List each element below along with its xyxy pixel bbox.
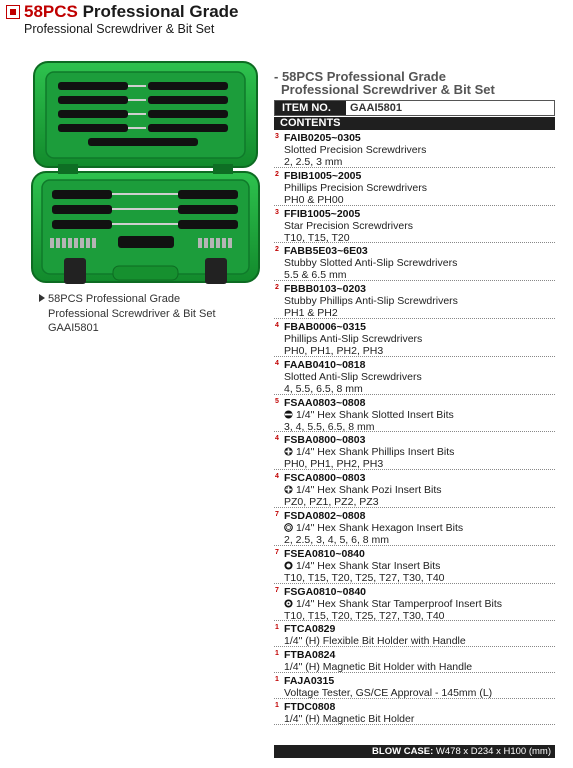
item-desc-row xyxy=(284,598,555,610)
item-qty: 1 xyxy=(275,701,279,709)
item-spec: 4, 5.5, 6.5, 8 mm xyxy=(284,382,363,395)
item-qty: 3 xyxy=(275,208,279,216)
phillips-bit-icon xyxy=(284,447,293,456)
item-desc: 1/4" (H) Magnetic Bit Holder with Handle xyxy=(284,661,473,674)
item-code: FSEA0810~0840 xyxy=(284,547,365,560)
item-spec: 3, 4, 5.5, 6.5, 8 mm xyxy=(284,420,375,433)
item-desc: 1/4" Hex Shank Hexagon Insert Bits xyxy=(296,521,464,534)
item-desc-row xyxy=(284,182,555,194)
item-desc-row xyxy=(284,484,555,496)
contents-item xyxy=(274,699,555,725)
item-spec: T10, T15, T20 xyxy=(284,231,350,244)
contents-item xyxy=(274,508,555,546)
item-code: FTBA0824 xyxy=(284,649,336,662)
item-desc: Stubby Slotted Anti-Slip Screwdrivers xyxy=(284,257,458,270)
item-desc: 1/4" Hex Shank Slotted Insert Bits xyxy=(296,408,454,421)
item-code: FAJA0315 xyxy=(284,674,335,687)
item-qty: 4 xyxy=(275,435,279,443)
item-qty: 1 xyxy=(275,650,279,658)
item-spec: PZ0, PZ1, PZ2, PZ3 xyxy=(284,496,379,509)
item-qty: 7 xyxy=(275,586,279,594)
item-qty: 3 xyxy=(275,133,279,140)
item-desc-row xyxy=(284,635,555,647)
item-code: FSBA0800~0803 xyxy=(284,434,366,447)
item-desc-row xyxy=(284,371,555,383)
item-desc: Phillips Precision Screwdrivers xyxy=(284,181,427,194)
item-desc-row xyxy=(284,687,555,699)
contents-item xyxy=(274,395,555,433)
item-qty: 2 xyxy=(275,246,279,254)
item-spec: 2, 2.5, 3 mm xyxy=(284,156,343,168)
item-desc-row xyxy=(284,522,555,534)
item-qty: 4 xyxy=(275,321,279,329)
item-spec: T10, T15, T20, T25, T27, T30, T40 xyxy=(284,609,445,622)
item-spec: T10, T15, T20, T25, T27, T30, T40 xyxy=(284,571,445,584)
item-qty: 7 xyxy=(275,548,279,556)
item-desc: Slotted Precision Screwdrivers xyxy=(284,144,427,156)
title-rest: Professional Grade xyxy=(77,2,239,21)
caption-arrow-icon xyxy=(39,294,45,302)
item-desc: 1/4" Hex Shank Phillips Insert Bits xyxy=(296,446,455,459)
item-code: FAIB0205~0305 xyxy=(284,132,361,144)
item-spec: PH1 & PH2 xyxy=(284,307,338,320)
item-qty: 2 xyxy=(275,170,279,178)
item-code: FFIB1005~2005 xyxy=(284,207,361,220)
item-qty: 5 xyxy=(275,397,279,405)
item-desc: Slotted Anti-Slip Screwdrivers xyxy=(284,370,422,383)
contents-item xyxy=(274,647,555,673)
item-desc-row xyxy=(284,713,555,725)
page-subtitle: Professional Screwdriver & Bit Set xyxy=(24,22,215,36)
item-spec: PH0 & PH00 xyxy=(284,193,344,206)
header-square-icon xyxy=(6,5,20,19)
item-desc: Star Precision Screwdrivers xyxy=(284,219,413,232)
contents-item xyxy=(274,673,555,699)
item-qty: 2 xyxy=(275,284,279,292)
panel-title-line-1: - 58PCS Professional Grade xyxy=(274,69,446,84)
item-code: FSDA0802~0808 xyxy=(284,509,366,522)
contents-item xyxy=(274,206,555,244)
item-code: FABB5E03~6E03 xyxy=(284,245,368,258)
contents-item xyxy=(274,621,555,647)
blow-case-dims: W478 x D234 x H100 (mm) xyxy=(433,746,551,757)
item-spec: 2, 2.5, 3, 4, 5, 6, 8 mm xyxy=(284,533,390,546)
item-desc: 1/4" (H) Magnetic Bit Holder xyxy=(284,712,415,725)
contents-item xyxy=(274,470,555,508)
item-spec: PH0, PH1, PH2, PH3 xyxy=(284,458,384,471)
item-desc-row xyxy=(284,295,555,307)
item-desc-row xyxy=(284,257,555,269)
item-spec: 5.5 & 6.5 mm xyxy=(284,269,347,282)
contents-item xyxy=(274,281,555,319)
item-no-label: ITEM NO. xyxy=(275,101,346,115)
item-code: FBIB1005~2005 xyxy=(284,169,362,182)
page-title xyxy=(24,2,239,22)
panel-title xyxy=(274,70,555,96)
caption-line-2: Professional Screwdriver & Bit Set xyxy=(48,307,216,320)
item-desc-row xyxy=(284,446,555,458)
item-desc: 1/4" (H) Flexible Bit Holder with Handle xyxy=(284,635,466,648)
tamper-bit-icon xyxy=(284,599,293,608)
item-desc-row xyxy=(284,220,555,232)
title-count: 58PCS xyxy=(24,2,78,21)
item-desc-row xyxy=(284,409,555,421)
item-desc-row xyxy=(284,144,555,156)
contents-item xyxy=(274,168,555,206)
item-code: FSAA0803~0808 xyxy=(284,396,366,409)
slotted-bit-icon xyxy=(284,410,293,419)
item-desc: Stubby Phillips Anti-Slip Screwdrivers xyxy=(284,295,458,308)
star-bit-icon xyxy=(284,561,293,570)
blow-case-bar xyxy=(274,745,555,758)
item-code: FTCA0829 xyxy=(284,623,336,636)
item-spec: PH0, PH1, PH2, PH3 xyxy=(284,344,384,357)
caption-line-1: 58PCS Professional Grade xyxy=(48,293,181,305)
item-qty: 4 xyxy=(275,359,279,367)
item-code: FBAB0006~0315 xyxy=(284,320,367,333)
contents-item xyxy=(274,243,555,281)
product-image-tool-case xyxy=(28,60,263,290)
caption-line-3: GAAI5801 xyxy=(48,322,99,334)
item-no-value: GAAI5801 xyxy=(350,102,402,114)
item-code: FTDC0808 xyxy=(284,700,336,713)
item-desc: 1/4" Hex Shank Pozi Insert Bits xyxy=(296,484,442,497)
pozi-bit-icon xyxy=(284,485,293,494)
contents-item xyxy=(274,319,555,357)
item-code: FSCA0800~0803 xyxy=(284,472,366,485)
item-code: FSGA0810~0840 xyxy=(284,585,367,598)
item-qty: 4 xyxy=(275,473,279,481)
item-qty: 1 xyxy=(275,624,279,632)
contents-item xyxy=(274,130,555,168)
contents-item xyxy=(274,432,555,470)
contents-panel xyxy=(274,70,555,725)
item-desc: 1/4" Hex Shank Star Tamperproof Insert Bits xyxy=(296,597,503,610)
item-code: FBBB0103~0203 xyxy=(284,283,367,296)
item-qty: 7 xyxy=(275,510,279,518)
item-desc: Voltage Tester, GS/CE Approval - 145mm (L) xyxy=(284,686,493,699)
item-desc: Phillips Anti-Slip Screwdrivers xyxy=(284,332,423,345)
product-caption xyxy=(48,292,216,336)
item-desc-row xyxy=(284,661,555,673)
contents-header: CONTENTS xyxy=(274,117,555,130)
item-desc-row xyxy=(284,333,555,345)
contents-item xyxy=(274,584,555,622)
item-desc-row xyxy=(284,560,555,572)
hexagon-bit-icon xyxy=(284,523,293,532)
item-qty: 1 xyxy=(275,675,279,683)
item-no-row xyxy=(274,100,555,116)
item-desc: 1/4" Hex Shank Star Insert Bits xyxy=(296,559,441,572)
panel-title-line-2: Professional Screwdriver & Bit Set xyxy=(281,82,495,97)
blow-case-label: BLOW CASE: xyxy=(372,746,434,757)
item-code: FAAB0410~0818 xyxy=(284,358,366,371)
contents-item xyxy=(274,357,555,395)
contents-list xyxy=(274,130,555,725)
contents-item xyxy=(274,546,555,584)
